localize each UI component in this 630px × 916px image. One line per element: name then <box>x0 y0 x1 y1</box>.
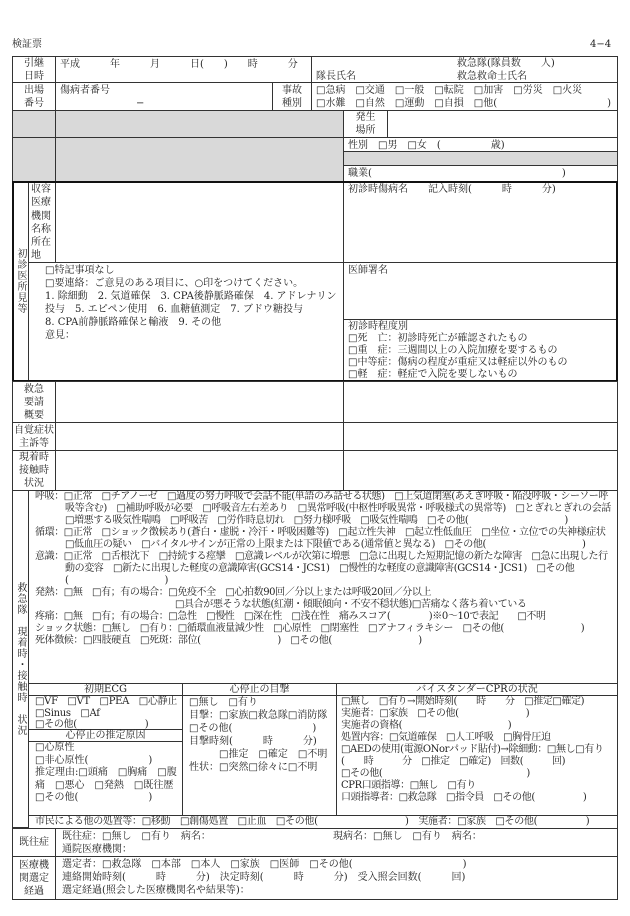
current-illness-options[interactable]: 現病名：□無し □有り 病名： <box>333 831 482 842</box>
pain-options[interactable]: 疼痛：□無 □有；有の場合：□急性 □慢性 □深在性 □浅在性 痛みスコア( )※0〜10で表記 □不明 <box>35 611 546 622</box>
page-number: 4−4 <box>590 39 612 50</box>
cpr-option[interactable]: 実施者の資格( ) <box>341 720 512 731</box>
hospital-label: 収容医療機関名称所在地 <box>28 181 56 263</box>
location-field[interactable] <box>387 110 618 138</box>
patient-number-label: 傷病者番号 <box>60 85 110 96</box>
ecg-option[interactable]: □VF □VT □PEA □心静止 <box>35 696 177 707</box>
cause-option[interactable]: □心原性 <box>35 742 75 753</box>
note-none[interactable]: □特記事項なし <box>45 265 115 276</box>
clinic-field[interactable]: 通院医療機関： <box>62 844 132 855</box>
vital-status-section <box>28 490 621 684</box>
history-label: 既往症 <box>12 828 56 857</box>
doctor-notes[interactable] <box>28 262 344 381</box>
dispatch-number-label: 出場 番号 <box>12 82 56 111</box>
fever-options-2[interactable]: □具合が悪そうな状態(紅潮・傾眠傾向・不安不穏状態)□苦痛なく落ち着いている <box>175 599 527 610</box>
bystander-cpr-section <box>336 683 618 816</box>
form-title: 検証票 <box>12 39 42 50</box>
cause-option[interactable]: □その他( ) <box>35 792 153 803</box>
witness-title: 心停止の目撃 <box>183 684 336 696</box>
patient-number-dash: − <box>136 98 145 109</box>
severity-title: 初診時程度別 <box>348 321 408 332</box>
cpr-option[interactable]: 口頭指導者：□救急隊 □指令員 □その他( ) <box>341 792 587 803</box>
note-opinion[interactable]: 意見： <box>45 330 75 341</box>
witness-option[interactable]: □無し □有り <box>189 697 258 708</box>
cpr-option[interactable]: 実施者：□家族 □その他( ) <box>341 708 530 719</box>
symptoms-label: 自覚症状 主訴等 <box>12 422 56 451</box>
ems-status-label: 救急隊 現着時・接触時 状況 <box>12 490 29 828</box>
cause-option[interactable]: □非心原性( ) <box>35 754 153 766</box>
citizen-treatment-options[interactable]: 市民による他の処置等：□移動 □創傷処置 □止血 □その他( ) 実施者：□家族 □その他( ) <box>28 815 618 829</box>
note-items: 1. 除細動 2. 気道確保 3. CPA後静脈路確保 4. アドレナリン投与 5. エピペン使用 6. 血糖値測定 7. ブドウ糖投与 <box>45 291 337 315</box>
note-contact[interactable]: □要連絡：ご意見のある項目に、○印をつけてください。 <box>45 278 304 289</box>
hospital-field[interactable] <box>55 181 344 263</box>
selector-options[interactable]: 選定者：□救急隊 □本部 □本人 □家族 □医師 □その他( ) <box>62 859 467 870</box>
arrest-cause-section <box>28 729 183 816</box>
captain-name[interactable]: 隊長氏名 <box>316 71 356 82</box>
severity-section <box>343 319 618 381</box>
sex-age-field[interactable]: 性別 □男 □女 ( 歳) <box>343 137 618 152</box>
team-count[interactable]: 救急隊(隊員数 人) <box>457 58 555 69</box>
arrival-status-field[interactable] <box>55 450 344 491</box>
accident-options-1[interactable]: □急病 □交通 □一般 □転院 □加害 □労災 □火災 <box>316 85 583 96</box>
cause-option[interactable]: 推定理由:□頭痛 □胸痛 □腹痛 □悪心 □発熱 □既往歴 <box>35 767 177 791</box>
symptoms-field-2[interactable] <box>343 422 618 451</box>
ecg-option[interactable]: □Sinus □Af <box>35 707 100 719</box>
team-info <box>311 56 618 83</box>
accident-type-label: 事故 種別 <box>272 82 312 111</box>
cpr-option[interactable]: 処置内容：□気道確保 □人工呼吸 □胸骨圧迫 <box>341 732 551 743</box>
death-sign-options[interactable]: 死体徴候：□四肢硬直 □死斑：部位( ) □その他( ) <box>35 635 422 646</box>
cpr-title: バイスタンダーCPRの状況 <box>337 684 617 696</box>
selection-times[interactable]: 連絡開始時刻( 時 分) 決定時刻( 時 分) 受入照会回数( 回) <box>62 872 466 883</box>
ecg-option[interactable]: □その他( ) <box>35 719 149 730</box>
witness-time[interactable]: 目撃時刻( 時 分) <box>189 736 317 747</box>
breathing-options[interactable]: 呼吸：□正常 □チアノーゼ □過度の努力呼吸で会話不能(単語のみ話せる状態) □上気道閉塞(あえぎ呼吸・陥没呼吸・シーソー呼吸等含む) □補助呼吸が必要 □呼吸音左右差あり □異常呼吸(中枢性呼吸異常・呼吸様式の異常等) □とぎれとぎれの会話 □増悪する吸気性喘鳴 □呼吸苦 □労作時息切れ □努力様呼吸 □吸気性喘鳴 □その他( ) <box>35 491 621 526</box>
witness-option[interactable]: □その他( ) <box>189 723 317 734</box>
cpr-option[interactable]: □AEDの使用(電源ONorパッド貼付)→除細動：□無し□有り <box>341 744 604 755</box>
fever-options[interactable]: 発熱：□無 □有；有の場合：□免疫不全 □心拍数90回／分以上または呼吸20回／分以上 <box>35 587 432 598</box>
witness-option[interactable]: 性状：□突然□徐々に□不明 <box>189 762 318 773</box>
paramedic-name[interactable]: 救急救命士氏名 <box>457 71 527 82</box>
request-summary-label: 救急 要請 概要 <box>12 381 56 423</box>
cpr-option[interactable]: ( 時 分 □推定 □確定) 回数( 回) <box>341 756 566 767</box>
arrival-status-field-2[interactable] <box>343 450 618 491</box>
patient-number-field[interactable] <box>55 82 273 111</box>
shaded-cell <box>55 137 344 182</box>
doctor-signature-field[interactable]: 医師署名 <box>343 262 618 320</box>
request-summary-field-2[interactable] <box>343 381 618 423</box>
past-illness-options[interactable]: 既往症：□無し □有り 病名： <box>62 831 211 842</box>
severity-death[interactable]: □死 亡：初診時死亡が確認されたもの <box>348 333 528 344</box>
cpr-option[interactable]: CPR口頭指導：□無し □有り <box>341 780 476 791</box>
witness-option[interactable]: 目撃：□家族□救急隊□消防隊 <box>189 710 328 721</box>
selection-process[interactable]: 選定経過(照会した医療機関名や結果等)： <box>62 885 250 896</box>
arrest-cause-title: 心停止の推定原因 <box>29 730 182 742</box>
circulation-options[interactable]: 循環：□正常 □ショック徴候あり(蒼白・虚脱・冷汗・呼吸困難等) □起立性失神 □起立性低血圧 □坐位・立位での失神様症状 □低血圧の疑い □バイタルサインが正常の上限または下限値である(通常値と異なる) □その他( ) <box>35 527 616 550</box>
history-section <box>55 828 618 857</box>
witness-section <box>182 683 337 816</box>
shaded-cell <box>12 110 56 138</box>
shock-options[interactable]: ショック状態：□無し □有り：□循環血液量減少性 □心原性 □閉塞性 □アナフィラキシー □その他( ) <box>35 623 585 634</box>
hospital-selection-section <box>55 856 618 900</box>
cpr-option[interactable]: □その他( ) <box>341 768 530 779</box>
initial-diagnosis-field[interactable]: 初診時傷病名 記入時刻( 時 分) <box>343 181 618 263</box>
severity-severe[interactable]: □重 症：三週間以上の入院加療を要するもの <box>348 345 558 356</box>
handover-datetime-field[interactable]: 平成 年 月 日( ) 時 分 <box>55 56 312 83</box>
shaded-cell <box>12 137 56 182</box>
hospital-selection-label: 医療機 関選定 経過 <box>12 856 56 900</box>
location-label: 発生 場所 <box>343 110 388 138</box>
note-items-2: 8. CPA前静脈路確保と輸液 9. その他 <box>45 317 222 328</box>
symptoms-field[interactable] <box>55 422 344 451</box>
handover-datetime-label: 引継 日時 <box>12 56 56 83</box>
shaded-cell <box>55 110 344 138</box>
arrival-status-label: 現着時 接触時 状況 <box>12 450 56 491</box>
request-summary-field[interactable] <box>55 381 344 423</box>
shaded-cell <box>343 151 618 166</box>
cpr-option[interactable]: □無し □有り→開始時刻( 時 分 □推定□確定) <box>341 696 585 707</box>
consciousness-options[interactable]: 意識：□正常 □舌根沈下 □持続する痙攣 □意識レベルが次第に増悪 □急に出現した短期記憶の新たな障害 □急に出現した行動の変容 □新たに出現した軽度の意識障害(GCS14・JCS1) □慢性的な軽度の意識障害(GCS14・JCS1) □その他( ) <box>35 551 608 586</box>
ecg-section <box>28 683 183 730</box>
ecg-title: 初期ECG <box>29 684 182 696</box>
initial-findings-label: 初診医所見等 <box>12 181 29 381</box>
accident-options-2[interactable]: □水難 □自然 □運動 □自損 □他( ) <box>316 98 612 109</box>
accident-type-options[interactable] <box>311 82 618 111</box>
witness-option[interactable]: □推定 □確定 □不明 <box>189 749 328 760</box>
severity-mild[interactable]: □軽 症：軽症で入院を要しないもの <box>348 369 518 380</box>
occupation-field[interactable]: 職業( ) <box>343 165 618 182</box>
severity-moderate[interactable]: □中等症：傷病の程度が重症又は軽症以外のもの <box>348 357 568 368</box>
